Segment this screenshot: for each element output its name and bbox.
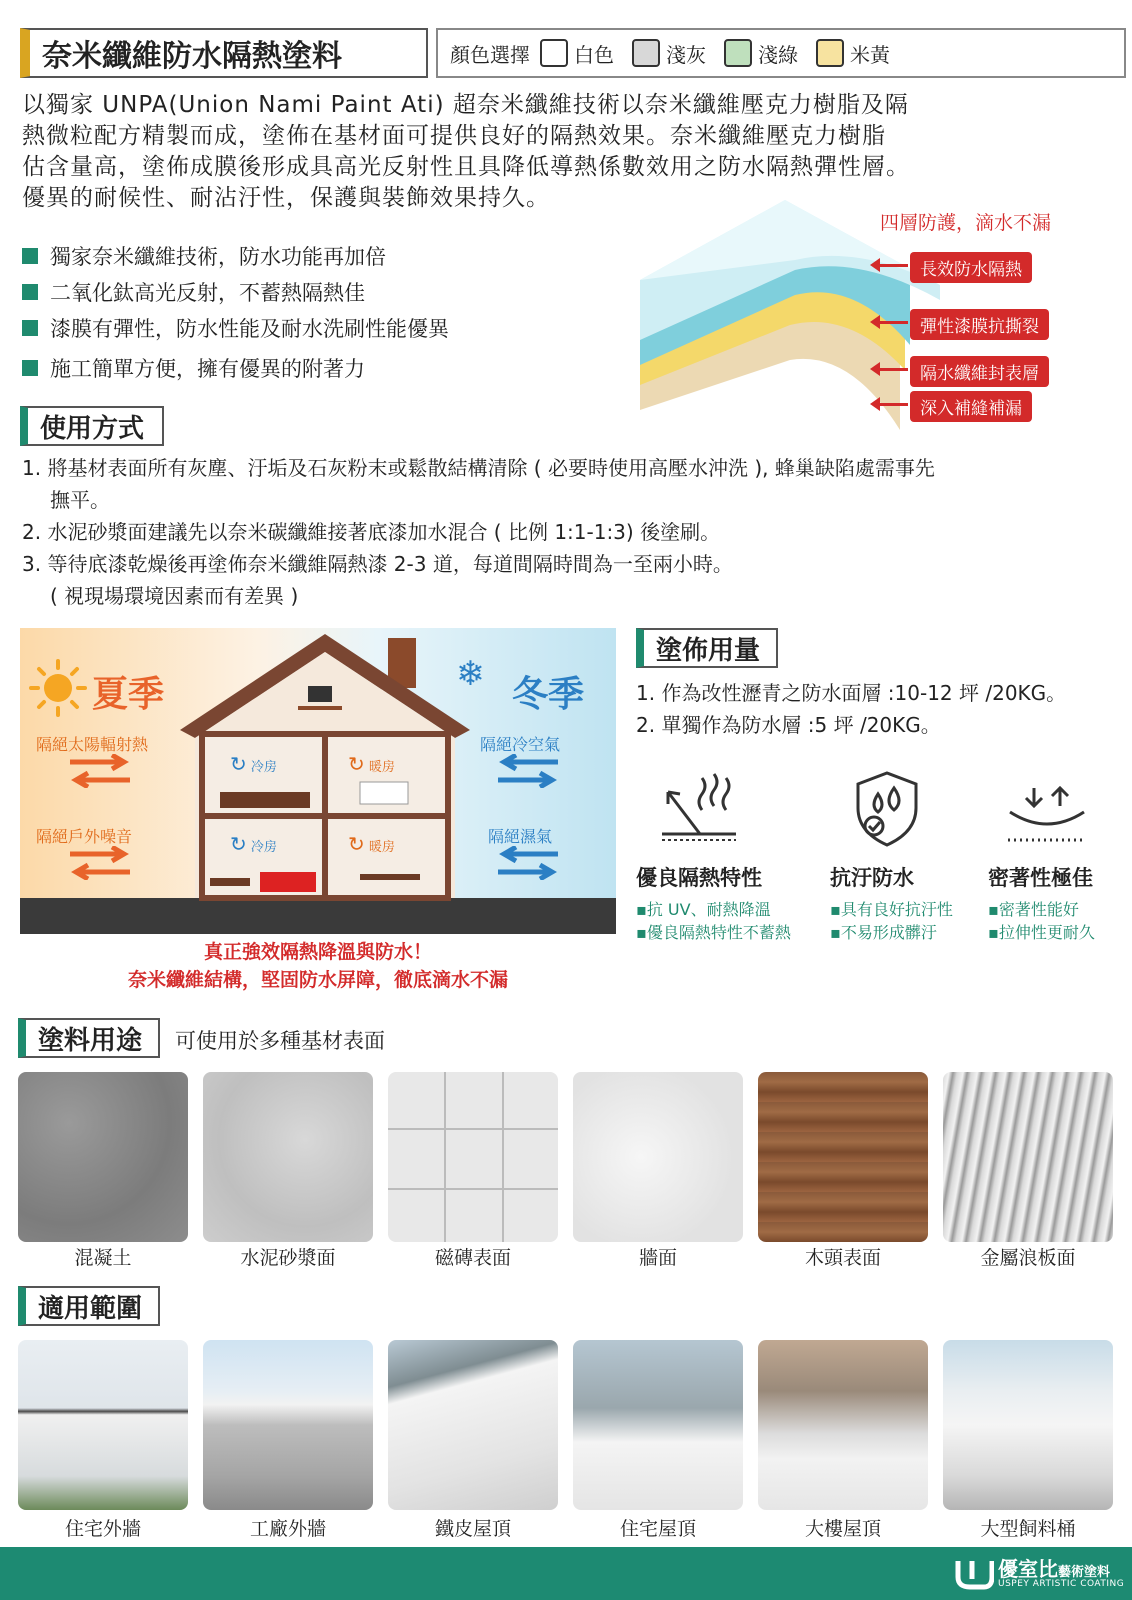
application-caption: 住宅外牆 bbox=[64, 1518, 141, 1540]
warm-cycle-icon: ↻ bbox=[348, 752, 365, 776]
feature-heat bbox=[636, 862, 826, 944]
exchange-arrow-icon bbox=[70, 754, 130, 788]
left-label: 隔絕戶外噪音 bbox=[36, 827, 133, 846]
application-photo-factory-wall bbox=[203, 1340, 373, 1510]
snowflake-icon: ❄ bbox=[456, 654, 485, 694]
brand-logo-icon bbox=[954, 1557, 994, 1591]
room-label: 暖房 bbox=[368, 840, 395, 855]
application-caption: 大樓屋頂 bbox=[804, 1518, 881, 1540]
room-cool bbox=[230, 832, 277, 856]
coverage-lines bbox=[636, 677, 1126, 741]
right-label: 隔絕濕氣 bbox=[488, 827, 553, 846]
usage-step: 1. 將基材表面所有灰塵、汙垢及石灰粉末或鬆散結構清除 ( 必要時使用高壓水沖洗 ), 蜂巢缺陷處需事先 bbox=[22, 456, 935, 480]
application-photo-metal-roof bbox=[388, 1340, 558, 1510]
color-select-label: 顏色選擇 bbox=[450, 42, 530, 67]
application-caption: 鐵皮屋頂 bbox=[434, 1518, 511, 1540]
footer-bar bbox=[0, 1547, 1132, 1600]
intro-line: 估含量高，塗佈成膜後形成具高光反射性且具降低導熱係數效用之防水隔熱彈性層。 bbox=[22, 154, 910, 180]
color-option-light-green[interactable] bbox=[724, 39, 798, 68]
layer-tag: 長效防水隔熱 bbox=[910, 252, 1032, 283]
color-option-white[interactable] bbox=[540, 39, 614, 68]
layer-arrow bbox=[878, 368, 908, 371]
layer-tag: 深入補縫補漏 bbox=[910, 391, 1032, 422]
coverage-line: 2. 單獨作為防水層 :5 坪 /20KG。 bbox=[636, 713, 941, 737]
bullet-square-icon bbox=[22, 360, 38, 376]
intro-line: 優異的耐候性、耐沾汙性，保護與裝飾效果持久。 bbox=[22, 185, 550, 211]
page-title bbox=[20, 28, 428, 78]
heat-reflect-icon bbox=[656, 770, 742, 846]
feature-item: ▪抗 UV、耐熱降溫 bbox=[636, 900, 771, 919]
layer-tag: 隔水纖維封表層 bbox=[910, 356, 1049, 387]
bullet-text: 施工簡單方便，擁有優異的附著力 bbox=[50, 357, 365, 381]
brand-suffix: 藝術塗料 bbox=[1058, 1565, 1111, 1580]
color-option-light-gray[interactable] bbox=[632, 39, 706, 68]
coverage-title-text: 塗佈用量 bbox=[656, 635, 761, 666]
house-icon bbox=[180, 634, 470, 904]
usage-steps bbox=[22, 452, 1122, 612]
exchange-arrow-icon bbox=[498, 846, 558, 880]
bullet-item bbox=[22, 274, 622, 310]
substrate-caption: 磁磚表面 bbox=[434, 1247, 511, 1269]
substrate-photo-wall bbox=[573, 1072, 743, 1242]
coverage-line: 1. 作為改性瀝青之防水面層 :10-12 坪 /20KG。 bbox=[636, 681, 1067, 705]
coverage-section-title bbox=[636, 628, 778, 668]
application-caption: 住宅屋頂 bbox=[619, 1518, 696, 1540]
exchange-arrow-icon bbox=[70, 846, 130, 880]
layer-arrow bbox=[878, 321, 908, 324]
room-label: 冷房 bbox=[250, 760, 277, 775]
color-option-beige[interactable] bbox=[816, 39, 890, 68]
feature-bullets bbox=[22, 238, 622, 386]
intro-line: 以獨家 UNPA(Union Nami Paint Ati) 超奈米纖維技術以奈米纖維壓克力樹脂及隔 bbox=[22, 92, 909, 118]
intro-paragraph bbox=[22, 90, 1122, 214]
substrate-caption: 水泥砂漿面 bbox=[240, 1247, 336, 1269]
bullet-square-icon bbox=[22, 320, 38, 336]
substrate-caption: 混凝土 bbox=[74, 1247, 132, 1269]
application-caption: 工廠外牆 bbox=[249, 1518, 326, 1540]
substrates-section-title bbox=[18, 1018, 160, 1058]
feature-item: ▪具有良好抗汙性 bbox=[830, 900, 953, 919]
winter-label: 冬季 bbox=[512, 674, 585, 715]
substrates-subtitle: 可使用於多種基材表面 bbox=[175, 1029, 385, 1053]
bullet-square-icon bbox=[22, 284, 38, 300]
usage-title-text: 使用方式 bbox=[40, 413, 145, 444]
substrate-photo-metal bbox=[943, 1072, 1113, 1242]
feature-item: ▪密著性能好 bbox=[988, 900, 1079, 919]
sun-icon bbox=[28, 658, 88, 718]
adhesion-icon bbox=[1004, 784, 1090, 844]
right-label: 隔絕冷空氣 bbox=[480, 735, 561, 754]
application-photo-house-roof bbox=[573, 1340, 743, 1510]
applications-title-text: 適用範圍 bbox=[38, 1293, 143, 1324]
color-option-label: 淺綠 bbox=[758, 42, 798, 67]
usage-step: 3. 等待底漆乾燥後再塗佈奈米纖維隔熱漆 2-3 道，每道間隔時間為一至兩小時。 bbox=[22, 552, 733, 576]
feature-adhesion bbox=[988, 862, 1128, 944]
substrate-caption: 木頭表面 bbox=[804, 1247, 881, 1269]
substrate-photo-mortar bbox=[203, 1072, 373, 1242]
bullet-text: 二氧化鈦高光反射，不蓄熱隔熱佳 bbox=[50, 281, 365, 305]
exchange-arrow-icon bbox=[498, 754, 558, 788]
layer-heading: 四層防護，滴水不漏 bbox=[880, 212, 1052, 234]
feature-title: 優良隔熱特性 bbox=[636, 865, 762, 890]
caption-line: 真正強效隔熱降溫與防水！ bbox=[203, 941, 432, 963]
bullet-item bbox=[22, 238, 622, 274]
feature-title: 密著性極佳 bbox=[988, 865, 1093, 890]
substrate-photo-concrete bbox=[18, 1072, 188, 1242]
substrate-photo-tile bbox=[388, 1072, 558, 1242]
substrates-title-text: 塗料用途 bbox=[38, 1025, 143, 1056]
room-warm bbox=[348, 832, 395, 856]
color-option-label: 米黃 bbox=[850, 42, 890, 67]
feature-item: ▪拉伸性更耐久 bbox=[988, 923, 1095, 942]
cool-cycle-icon: ↻ bbox=[230, 752, 247, 776]
bullet-square-icon bbox=[22, 248, 38, 264]
bullet-item bbox=[22, 310, 622, 346]
house-illustration bbox=[20, 628, 616, 934]
warm-cycle-icon: ↻ bbox=[348, 832, 365, 856]
application-caption: 大型飼料桶 bbox=[980, 1518, 1076, 1540]
intro-line: 熱微粒配方精製而成，塗佈在基材面可提供良好的隔熱效果。奈米纖維壓克力樹脂 bbox=[22, 123, 886, 149]
summer-label: 夏季 bbox=[92, 674, 165, 715]
application-photo-building-roof bbox=[758, 1340, 928, 1510]
page-title-text: 奈米纖維防水隔熱塗料 bbox=[42, 39, 342, 74]
color-selector bbox=[436, 28, 1126, 78]
shield-drop-icon bbox=[854, 770, 920, 848]
feature-stain bbox=[830, 862, 990, 944]
feature-item: ▪不易形成髒汙 bbox=[830, 923, 937, 942]
layer-tag: 彈性漆膜抗撕裂 bbox=[910, 309, 1049, 340]
substrate-photo-wood bbox=[758, 1072, 928, 1242]
layer-arrow bbox=[878, 403, 908, 406]
layer-arrow bbox=[878, 264, 908, 267]
bullet-text: 獨家奈米纖維技術，防水功能再加倍 bbox=[50, 245, 386, 269]
application-photo-feed-silo bbox=[943, 1340, 1113, 1510]
usage-step: 2. 水泥砂漿面建議先以奈米碳纖維接著底漆加水混合 ( 比例 1:1-1:3) 後塗刷。 bbox=[22, 520, 721, 544]
color-option-label: 白色 bbox=[574, 42, 614, 67]
brand-name bbox=[998, 1553, 1110, 1582]
usage-step: 撫平。 bbox=[50, 488, 110, 512]
left-label: 隔絕太陽輻射熱 bbox=[36, 735, 149, 754]
brand-name-text: 優室比 bbox=[998, 1557, 1058, 1581]
color-option-label: 淺灰 bbox=[666, 42, 706, 67]
bullet-item bbox=[22, 350, 622, 386]
substrate-caption: 牆面 bbox=[638, 1247, 677, 1269]
usage-step: ( 視現場環境因素而有差異 ) bbox=[50, 584, 299, 608]
room-warm bbox=[348, 752, 395, 776]
caption-line: 奈米纖維結構，堅固防水屏障，徹底滴水不漏 bbox=[127, 969, 508, 991]
brand-english: USPEY ARTISTIC COATING bbox=[998, 1579, 1125, 1589]
room-label: 冷房 bbox=[250, 840, 277, 855]
house-caption bbox=[20, 938, 616, 994]
room-label: 暖房 bbox=[368, 760, 395, 775]
usage-section-title bbox=[20, 406, 164, 446]
applications-section-title bbox=[18, 1286, 160, 1326]
room-cool bbox=[230, 752, 277, 776]
substrate-caption: 金屬浪板面 bbox=[980, 1247, 1076, 1269]
bullet-text: 漆膜有彈性，防水性能及耐水洗刷性能優異 bbox=[50, 317, 449, 341]
feature-title: 抗汙防水 bbox=[830, 865, 914, 890]
layer-diagram bbox=[640, 200, 1130, 430]
cool-cycle-icon: ↻ bbox=[230, 832, 247, 856]
application-photo-house-wall bbox=[18, 1340, 188, 1510]
feature-item: ▪優良隔熱特性不蓄熱 bbox=[636, 923, 791, 942]
